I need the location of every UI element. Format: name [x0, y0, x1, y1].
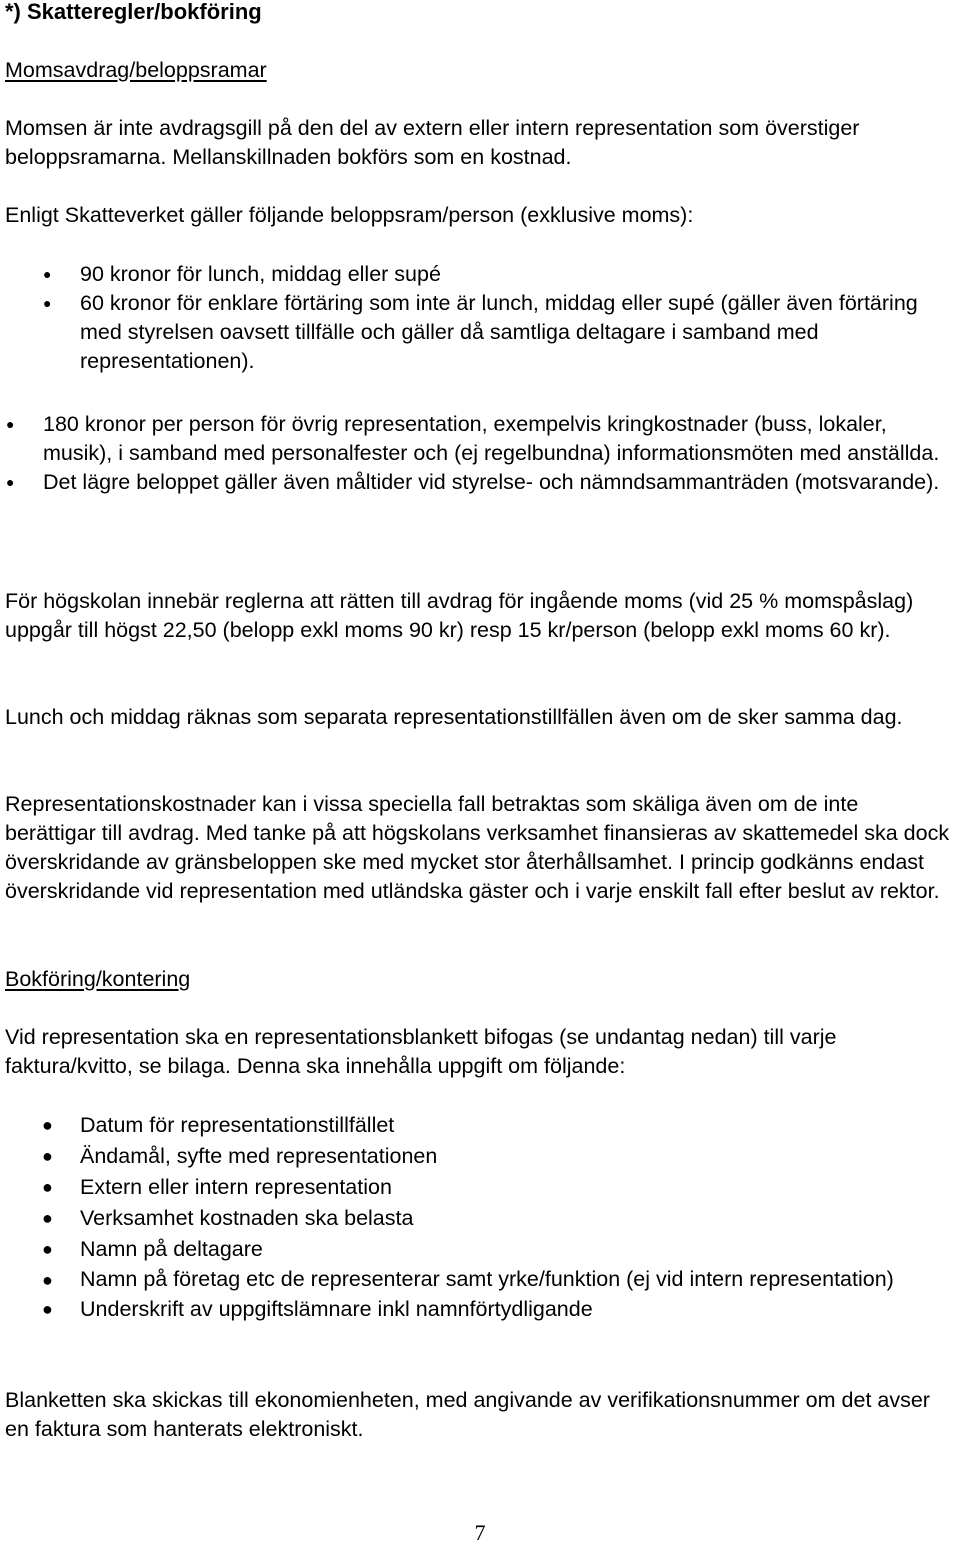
paragraph-skatteverket: Enligt Skatteverket gäller följande beloppsram/person (exklusive moms):: [5, 203, 694, 227]
bullet-icon: ●: [42, 1270, 53, 1290]
page-number: 7: [474, 1520, 486, 1545]
bullet-list-beloppsram: [5, 260, 952, 376]
bullet-icon: ●: [42, 1177, 53, 1197]
list-item: ● Extern eller intern representation: [5, 1172, 952, 1203]
bullet-icon: ●: [6, 416, 15, 432]
bullet-icon: ●: [43, 266, 52, 282]
list-item: ● Det lägre beloppet gäller även måltider vid styrelse- och nämndsammanträden (motsvarande).: [5, 468, 952, 497]
paragraph-ekonomienheten: Blanketten ska skickas till ekonomienheten, med angivande av verifikationsnummer om det avser en faktura som hanterats elektroniskt.: [5, 1388, 930, 1441]
section-title-bokforing: Bokföring/kontering: [5, 967, 191, 991]
list-item: ● Datum för representationstillfället: [5, 1110, 952, 1141]
section-title-momsavdrag: Momsavdrag/beloppsramar: [5, 58, 267, 82]
list-item: ● 90 kronor för lunch, middag eller supé: [5, 260, 952, 289]
list-item: ● Namn på deltagare: [5, 1234, 952, 1265]
list-item: ● Ändamål, syfte med representationen: [5, 1141, 952, 1172]
paragraph-hogskolan: För högskolan innebär reglerna att rätten till avdrag för ingående moms (vid 25 % momspåslag) uppgår till högst 22,50 (belopp exkl moms 90 kr) resp 15 kr/person (belopp exkl moms 60 kr).: [5, 589, 914, 642]
paragraph-blankett: Vid representation ska en representationsblankett bifogas (se undantag nedan) till varje faktura/kvitto, se bilaga. Denna ska innehålla uppgift om följande:: [5, 1025, 837, 1078]
page-heading: *) Skatteregler/bokföring: [5, 0, 262, 24]
bullet-icon: ●: [43, 295, 52, 311]
bullet-icon: ●: [42, 1239, 53, 1259]
bullet-icon: ●: [6, 474, 15, 490]
bullet-icon: ●: [42, 1299, 53, 1319]
bullet-list-uppgifter: [5, 1110, 952, 1325]
paragraph-lunch-middag: Lunch och middag räknas som separata representationstillfällen även om de sker samma dag.: [5, 705, 903, 729]
bullet-list-ovrig: [5, 410, 952, 497]
list-item: ● Namn på företag etc de representerar samt yrke/funktion (ej vid intern representation): [5, 1265, 952, 1294]
list-item: ● Verksamhet kostnaden ska belasta: [5, 1203, 952, 1234]
list-item: ● 180 kronor per person för övrig representation, exempelvis kringkostnader (buss, lokaler, musik), i samband med personalfester och (ej regelbundna) informationsmöten med anställda.: [6, 412, 940, 465]
list-item: ● 60 kronor för enklare förtäring som inte är lunch, middag eller supé (gäller även förtäring med styrelsen oavsett tillfälle och gäller då samtliga deltagare i samband med representationen).: [43, 291, 918, 373]
paragraph-representationskostnader: Representationskostnader kan i vissa speciella fall betraktas som skäliga även om de inte berättigar till avdrag. Med tanke på att högskolans verksamhet finansieras av skattemedel ska dock överskridande av gränsbeloppen ske med mycket stor återhållsamhet. I princip godkänns endast överskridande vid representation med utländska gäster och i varje enskilt fall efter beslut av rektor.: [5, 792, 950, 903]
list-item: ● Underskrift av uppgiftslämnare inkl namnförtydligande: [5, 1294, 952, 1325]
bullet-icon: ●: [42, 1146, 53, 1166]
bullet-icon: ●: [42, 1115, 53, 1135]
bullet-icon: ●: [42, 1208, 53, 1228]
paragraph-momsen: Momsen är inte avdragsgill på den del av extern eller intern representation som överstiger beloppsramarna. Mellanskillnaden bokförs som en kostnad.: [5, 116, 860, 169]
